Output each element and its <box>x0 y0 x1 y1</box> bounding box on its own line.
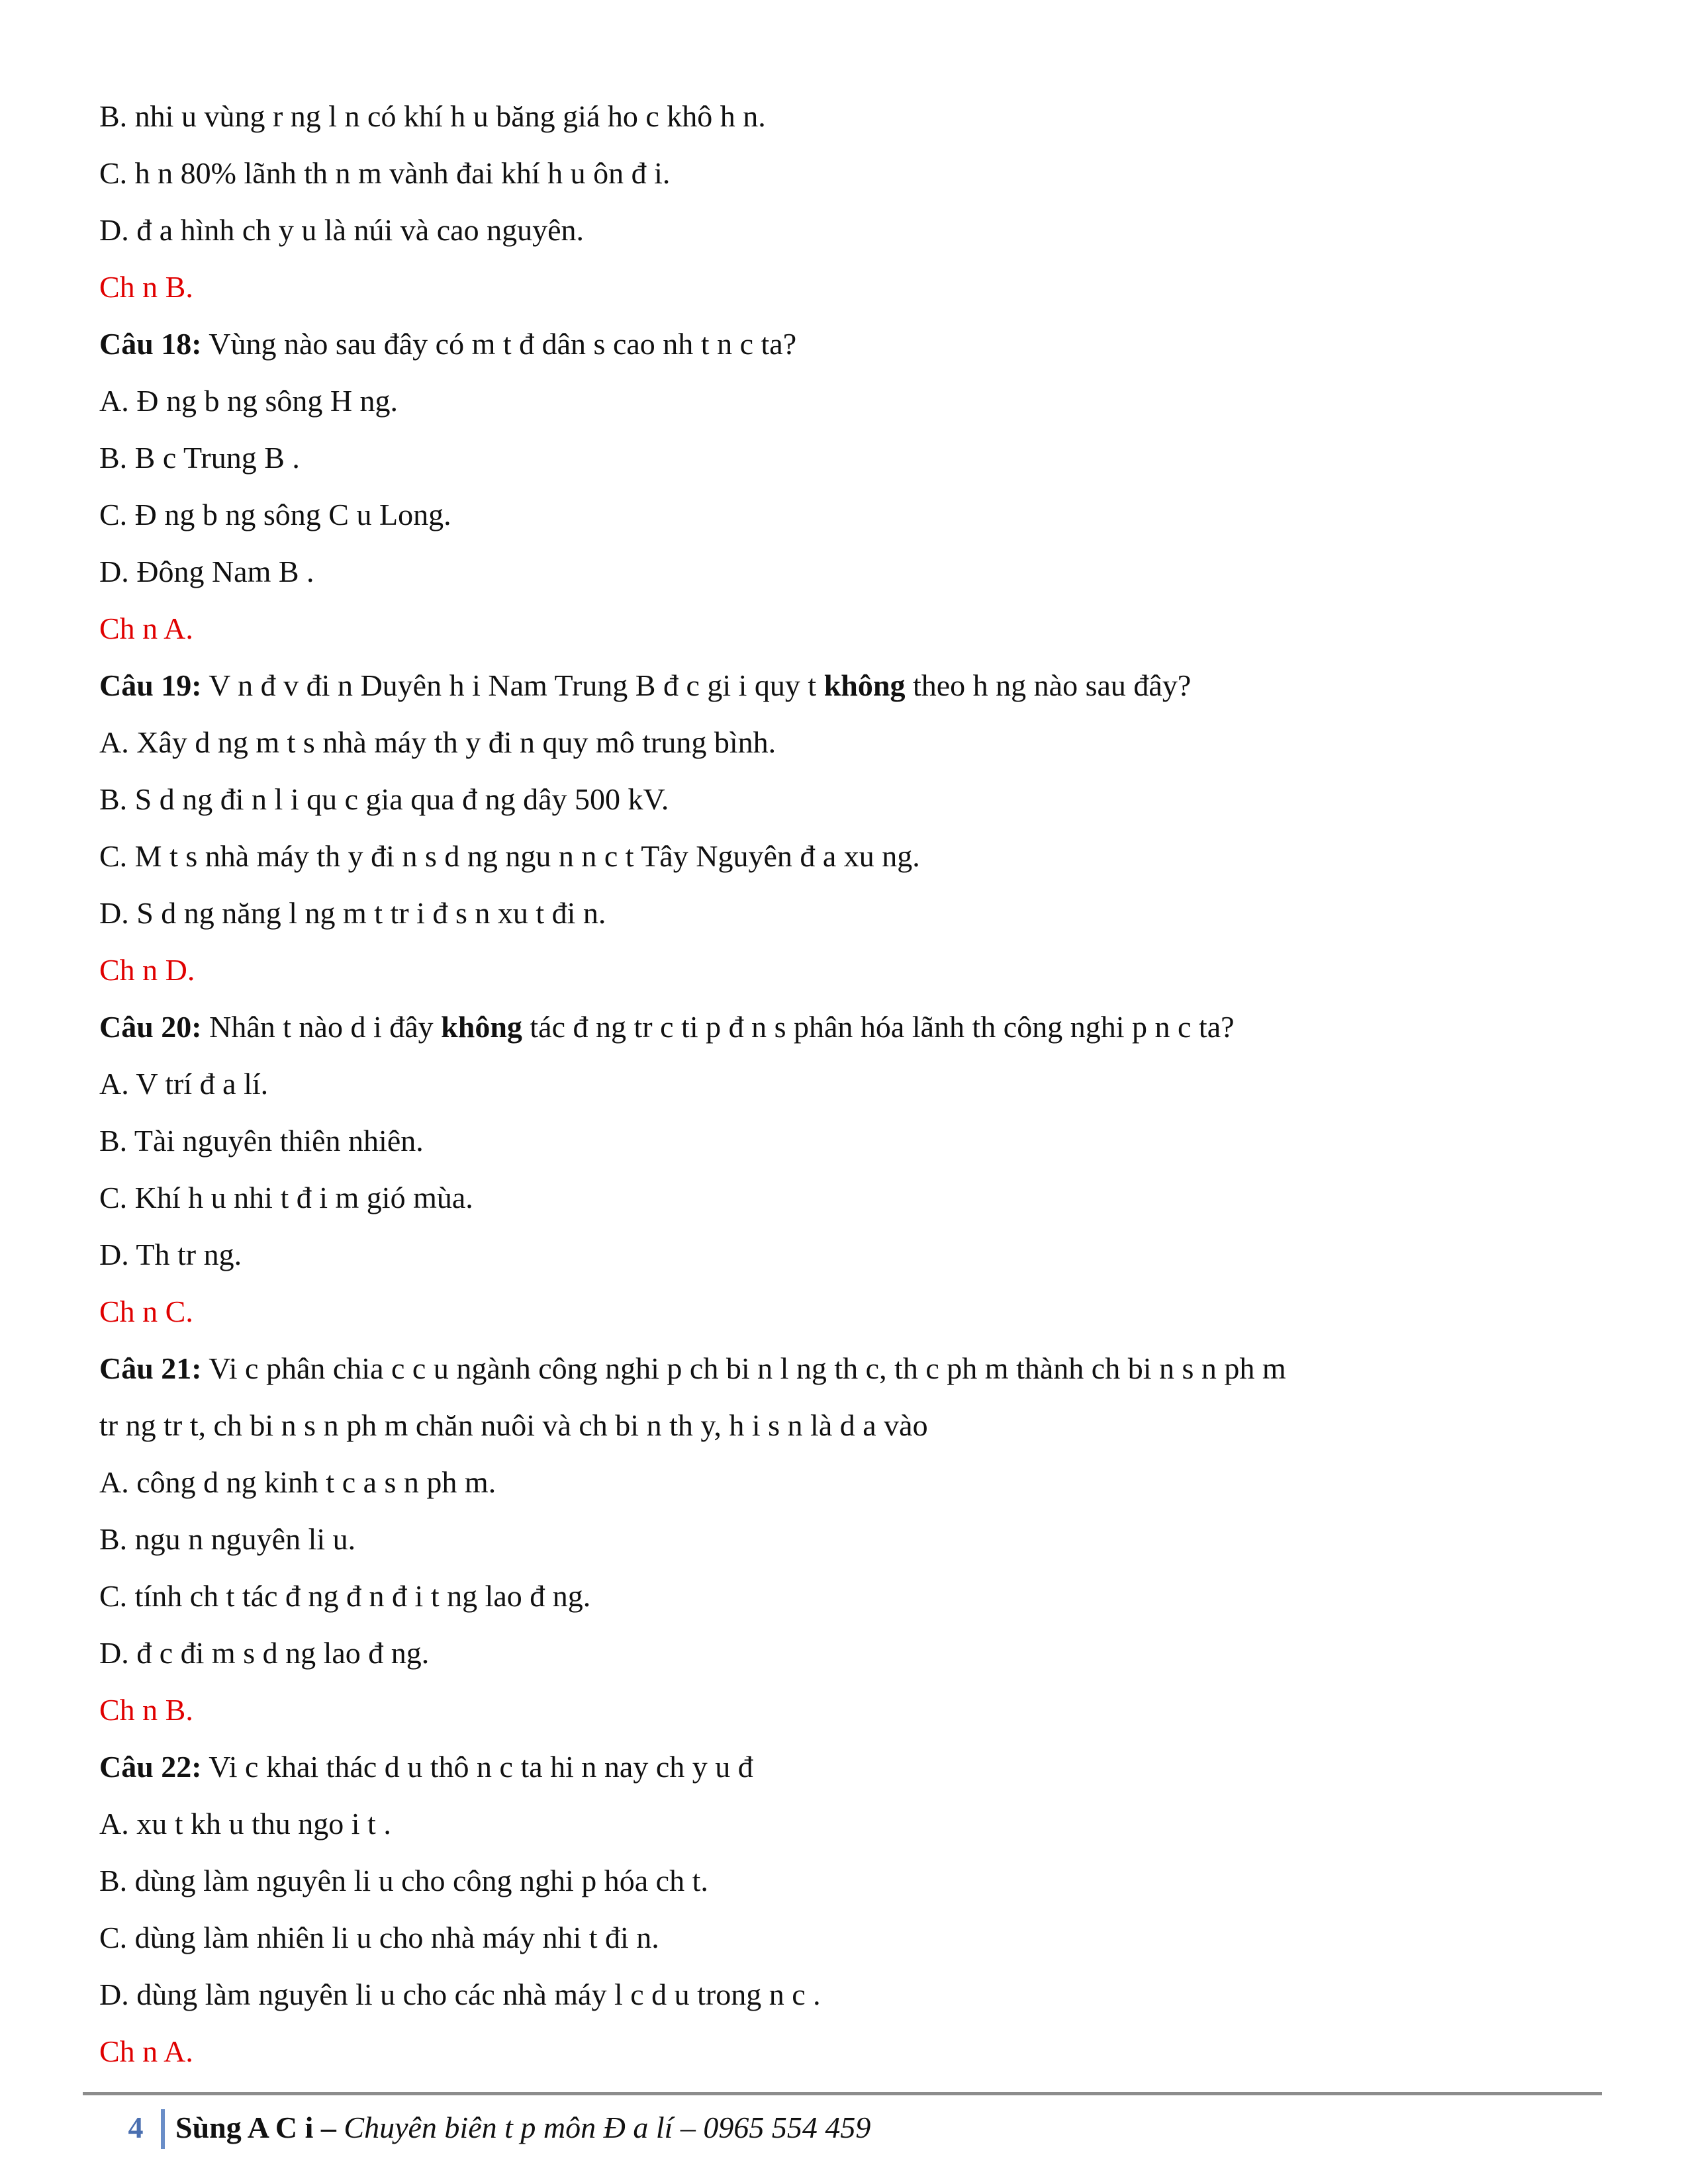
question-text: V n đ v đi n Duyên h i Nam Trung B đ c gi i quy t <box>201 668 824 702</box>
page-number: 4 <box>128 2111 144 2144</box>
option-c: C. Đ ng b ng sông C u Long. <box>99 498 451 531</box>
option-d: D. S d ng năng l ng m t tr i đ s n xu t đi n. <box>99 896 606 930</box>
answer-text: Ch n D. <box>99 953 195 987</box>
option-c: C. tính ch t tác đ ng đ n đ i t ng lao đ ng. <box>99 1579 591 1613</box>
option-c: C. M t s nhà máy th y đi n s d ng ngu n n c t Tây Nguyên đ a xu ng. <box>99 839 920 873</box>
option-text: B. nhi u vùng r ng l n có khí h u băng giá ho c khô h n. <box>99 99 766 133</box>
option-d: D. đ c đi m s d ng lao đ ng. <box>99 1636 430 1670</box>
option-b: B. S d ng đi n l i qu c gia qua đ ng dây 500 kV. <box>99 782 669 816</box>
option-c: C. dùng làm nhiên li u cho nhà máy nhi t đi n. <box>99 1921 659 1954</box>
option-text: C. h n 80% lãnh th n m vành đai khí h u ôn đ i. <box>99 156 671 190</box>
option-c: C. Khí h u nhi t đ i m gió mùa. <box>99 1181 473 1214</box>
answer-text: Ch n C. <box>99 1295 193 1328</box>
answer-text: Ch n A. <box>99 612 193 645</box>
option-a: A. công d ng kinh t c a s n ph m. <box>99 1465 496 1499</box>
footer-divider <box>83 2092 1602 2095</box>
footer-credit <box>175 2108 870 2148</box>
question-19 <box>99 667 1191 704</box>
question-text: tác đ ng tr c ti p đ n s phân hóa lãnh th công nghi p n c ta? <box>522 1010 1235 1044</box>
footer-role: Chuyên biên t p môn Đ a lí – 0965 554 459 <box>344 2111 871 2144</box>
option-a: A. xu t kh u thu ngo i t . <box>99 1807 391 1841</box>
question-text-continued: tr ng tr t, ch bi n s n ph m chăn nuôi và ch bi n th y, h i s n là d a vào <box>99 1408 928 1442</box>
question-text: Vùng nào sau đây có m t đ dân s cao nh t n c ta? <box>201 327 797 361</box>
question-21 <box>99 1350 1286 1387</box>
footer-separator-bar <box>161 2109 165 2149</box>
option-d: D. Th tr ng. <box>99 1238 242 1271</box>
option-b: B. dùng làm nguyên li u cho công nghi p hóa ch t. <box>99 1864 708 1897</box>
question-22 <box>99 1749 753 1786</box>
answer-text: Ch n B. <box>99 270 193 304</box>
option-a: A. Đ ng b ng sông H ng. <box>99 384 399 418</box>
footer-author: Sùng A C i – <box>175 2111 344 2144</box>
option-d: D. dùng làm nguyên li u cho các nhà máy l c d u trong n c . <box>99 1978 821 2011</box>
option-d: D. Đông Nam B . <box>99 555 314 588</box>
question-number: Câu 22: <box>99 1750 202 1784</box>
question-text: Nhân t nào d i đây <box>201 1010 442 1044</box>
question-20 <box>99 1009 1235 1046</box>
option-text: D. đ a hình ch y u là núi và cao nguyên. <box>99 213 584 247</box>
question-number: Câu 19: <box>99 668 202 702</box>
answer-text: Ch n A. <box>99 2034 193 2068</box>
question-text: Vi c khai thác d u thô n c ta hi n nay ch y u đ <box>201 1750 753 1784</box>
option-b: B. B c Trung B . <box>99 441 300 475</box>
question-18 <box>99 326 796 363</box>
option-a: A. V trí đ a lí. <box>99 1067 269 1101</box>
question-text: theo h ng nào sau đây? <box>905 668 1192 702</box>
answer-text: Ch n B. <box>99 1693 193 1727</box>
question-number: Câu 18: <box>99 327 202 361</box>
emphasis-text: không <box>441 1010 522 1044</box>
option-a: A. Xây d ng m t s nhà máy th y đi n quy mô trung bình. <box>99 725 776 759</box>
option-b: B. Tài nguyên thiên nhiên. <box>99 1124 424 1158</box>
question-number: Câu 21: <box>99 1351 202 1385</box>
question-text: Vi c phân chia c c u ngành công nghi p ch bi n l ng th c, th c ph m thành ch bi n s n ph m <box>201 1351 1286 1385</box>
option-b: B. ngu n nguyên li u. <box>99 1522 356 1556</box>
emphasis-text: không <box>823 668 906 702</box>
question-number: Câu 20: <box>99 1010 202 1044</box>
